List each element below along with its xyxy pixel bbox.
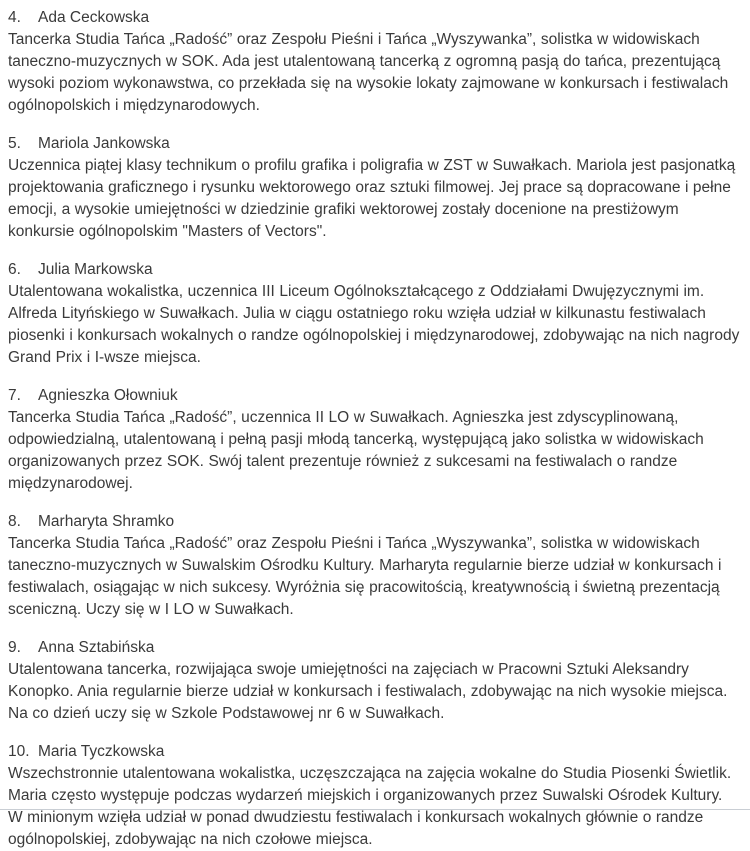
item-description: Utalentowana tancerka, rozwijająca swoje umiejętności na zajęciach w Pracowni Sztuki Aleksandry Konopko. Ania regularnie bierze udział w konkursach i festiwalach, zdobywając na nich wysokie miejsca. Na co dzień uczy się w Szkole Podstawowej nr 6 w Suwałkach. xyxy=(8,661,728,722)
item-name: Julia Markowska xyxy=(38,261,153,278)
list-item xyxy=(8,637,740,725)
item-number: 9. xyxy=(8,639,21,656)
item-number: 4. xyxy=(8,9,21,26)
item-number: 7. xyxy=(8,387,21,404)
item-description: Tancerka Studia Tańca „Radość”, uczennica II LO w Suwałkach. Agnieszka jest zdyscyplinowaną, odpowiedzialną, utalentowaną i pełną pasji młodą tancerką, występującą jako solistka w widowiskach organizowanych przez SOK. Swój talent prezentuje również z sukcesami na festiwalach o randze międzynarodowej. xyxy=(8,409,704,492)
list-item xyxy=(8,259,740,369)
item-heading xyxy=(8,385,740,407)
item-description: Wszechstronnie utalentowana wokalistka, uczęszczająca na zajęcia wokalne do Studia Piosenki Świetlik. Maria często występuje podczas wydarzeń miejskich i organizowanych przez Suwalski Ośrodek Kultury. W minionym wzięła udział w ponad dwudziestu festiwalach i konkursach wokalnych głównie o randze ogólnopolskiej, zdobywając na nich czołowe miejsca. xyxy=(8,765,732,848)
list-item xyxy=(8,511,740,621)
item-heading xyxy=(8,133,740,155)
item-heading xyxy=(8,259,740,281)
item-heading xyxy=(8,637,740,659)
item-number: 8. xyxy=(8,513,21,530)
item-heading xyxy=(8,511,740,533)
item-number: 5. xyxy=(8,135,21,152)
list-item xyxy=(8,385,740,495)
item-name: Anna Sztabińska xyxy=(38,639,155,656)
item-number: 6. xyxy=(8,261,21,278)
item-name: Agnieszka Ołowniuk xyxy=(38,387,178,404)
item-description: Tancerka Studia Tańca „Radość” oraz Zespołu Pieśni i Tańca „Wyszywanka”, solistka w widowiskach taneczno-muzycznych w SOK. Ada jest utalentowaną tancerką z ogromną pasją do tańca, prezentującą wysoki poziom wykonawstwa, co przekłada się na wysokie lokaty zajmowane w konkursach i festiwalach ogólnopolskich i międzynarodowych. xyxy=(8,31,729,114)
item-name: Ada Ceckowska xyxy=(38,9,150,26)
item-name: Marharyta Shramko xyxy=(38,513,175,530)
bottom-divider xyxy=(0,809,750,810)
item-number: 10. xyxy=(8,743,30,760)
list-item xyxy=(8,741,740,851)
item-description: Uczennica piątej klasy technikum o profilu grafika i poligrafia w ZST w Suwałkach. Mariola jest pasjonatką projektowania graficznego i rysunku wektorowego oraz sztuki filmowej. Jej prace są dopracowane i pełne emocji, a wysokie umiejętności w dziedzinie grafiki wektorowej zostały docenione na prestiżowym konkursie ogólnopolskim "Masters of Vectors". xyxy=(8,157,736,240)
item-heading xyxy=(8,741,740,763)
item-name: Maria Tyczkowska xyxy=(38,743,165,760)
list-item xyxy=(8,7,740,117)
item-description: Tancerka Studia Tańca „Radość” oraz Zespołu Pieśni i Tańca „Wyszywanka”, solistka w widowiskach taneczno-muzycznych w Suwalskim Ośrodku Kultury. Marharyta regularnie bierze udział w konkursach i festiwalach, osiągając w nich sukcesy. Wyróżnia się pracowitością, kreatywnością i świetną prezentacją sceniczną. Uczy się w I LO w Suwałkach. xyxy=(8,535,722,618)
item-name: Mariola Jankowska xyxy=(38,135,170,152)
list-item xyxy=(8,133,740,243)
item-description: Utalentowana wokalistka, uczennica III Liceum Ogólnokształcącego z Oddziałami Dwujęzycznymi im. Alfreda Lityńskiego w Suwałkach. Julia w ciągu ostatniego roku wzięła udział w kilkunastu festiwalach piosenki i konkursach wokalnych o randze ogólnopolskiej i międzynarodowej, zdobywając na nich nagrody Grand Prix i I-wsze miejsca. xyxy=(8,283,740,366)
item-heading xyxy=(8,7,740,29)
